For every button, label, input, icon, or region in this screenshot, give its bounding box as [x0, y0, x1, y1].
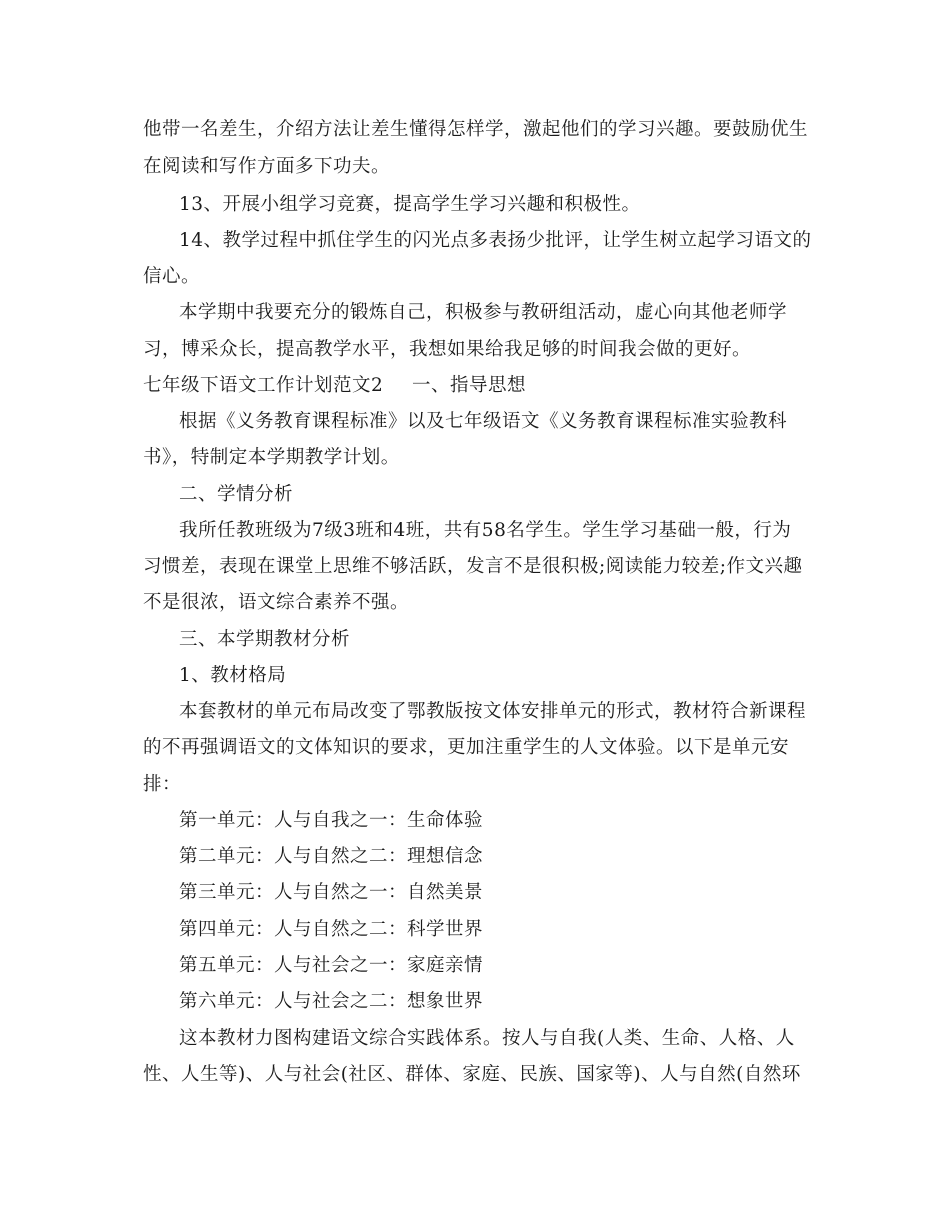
section-heading: 三、本学期教材分析	[179, 629, 351, 650]
sub-heading: 1、教材格局	[179, 665, 287, 686]
text-line: 14、教学过程中抓住学生的闪光点多表扬少批评，让学生树立起学习语文的	[179, 230, 812, 251]
text-line: 13、开展小组学习竞赛，提高学生学习兴趣和积极性。	[179, 194, 641, 215]
unit-list-item: 第二单元：人与自然之二：理想信念	[179, 846, 484, 867]
text-line: 排：	[143, 774, 182, 795]
section-heading: 一、指导思想	[412, 375, 527, 396]
unit-list-item: 第六单元：人与社会之二：想象世界	[179, 991, 484, 1012]
text-line: 习惯差，表现在课堂上思维不够活跃，发言不是很积极;阅读能力较差;作文兴趣	[143, 556, 803, 577]
text-line: 本学期中我要充分的锻炼自己，积极参与教研组活动，虚心向其他老师学	[179, 302, 788, 323]
text-line: 书》，特制定本学期教学计划。	[143, 447, 400, 468]
text-line: 不是很浓，语文综合素养不强。	[143, 592, 410, 613]
text-line: 根据《义务教育课程标准》以及七年级语文《义务教育课程标准实验教科	[179, 411, 788, 432]
text-line: 性、人生等)、人与社会(社区、群体、家庭、民族、国家等)、人与自然(自然环	[143, 1064, 801, 1085]
unit-list-item: 第一单元：人与自我之一：生命体验	[179, 810, 484, 831]
unit-list-item: 第三单元：人与自然之一：自然美景	[179, 882, 484, 903]
text-line: 本套教材的单元布局改变了鄂教版按文体安排单元的形式，教材符合新课程	[179, 701, 807, 722]
section-heading: 二、学情分析	[179, 484, 294, 505]
text-line: 我所任教班级为7级3班和4班，共有58名学生。学生学习基础一般，行为	[179, 520, 792, 541]
text-line: 习，博采众长，提高教学水平，我想如果给我足够的时间我会做的更好。	[143, 339, 752, 360]
unit-list-item: 第五单元：人与社会之一：家庭亲情	[179, 955, 484, 976]
unit-list-item: 第四单元：人与自然之二：科学世界	[179, 919, 484, 940]
text-line: 他带一名差生，介绍方法让差生懂得怎样学，激起他们的学习兴趣。要鼓励优生	[143, 119, 809, 140]
section-title: 七年级下语文工作计划范文2	[143, 375, 384, 396]
text-line: 这本教材力图构建语文综合实践体系。按人与自我(人类、生命、人格、人	[179, 1028, 795, 1049]
text-line: 信心。	[143, 266, 201, 287]
text-line: 的不再强调语文的文体知识的要求，更加注重学生的人文体验。以下是单元安	[143, 737, 790, 758]
text-line: 在阅读和写作方面多下功夫。	[143, 156, 391, 177]
